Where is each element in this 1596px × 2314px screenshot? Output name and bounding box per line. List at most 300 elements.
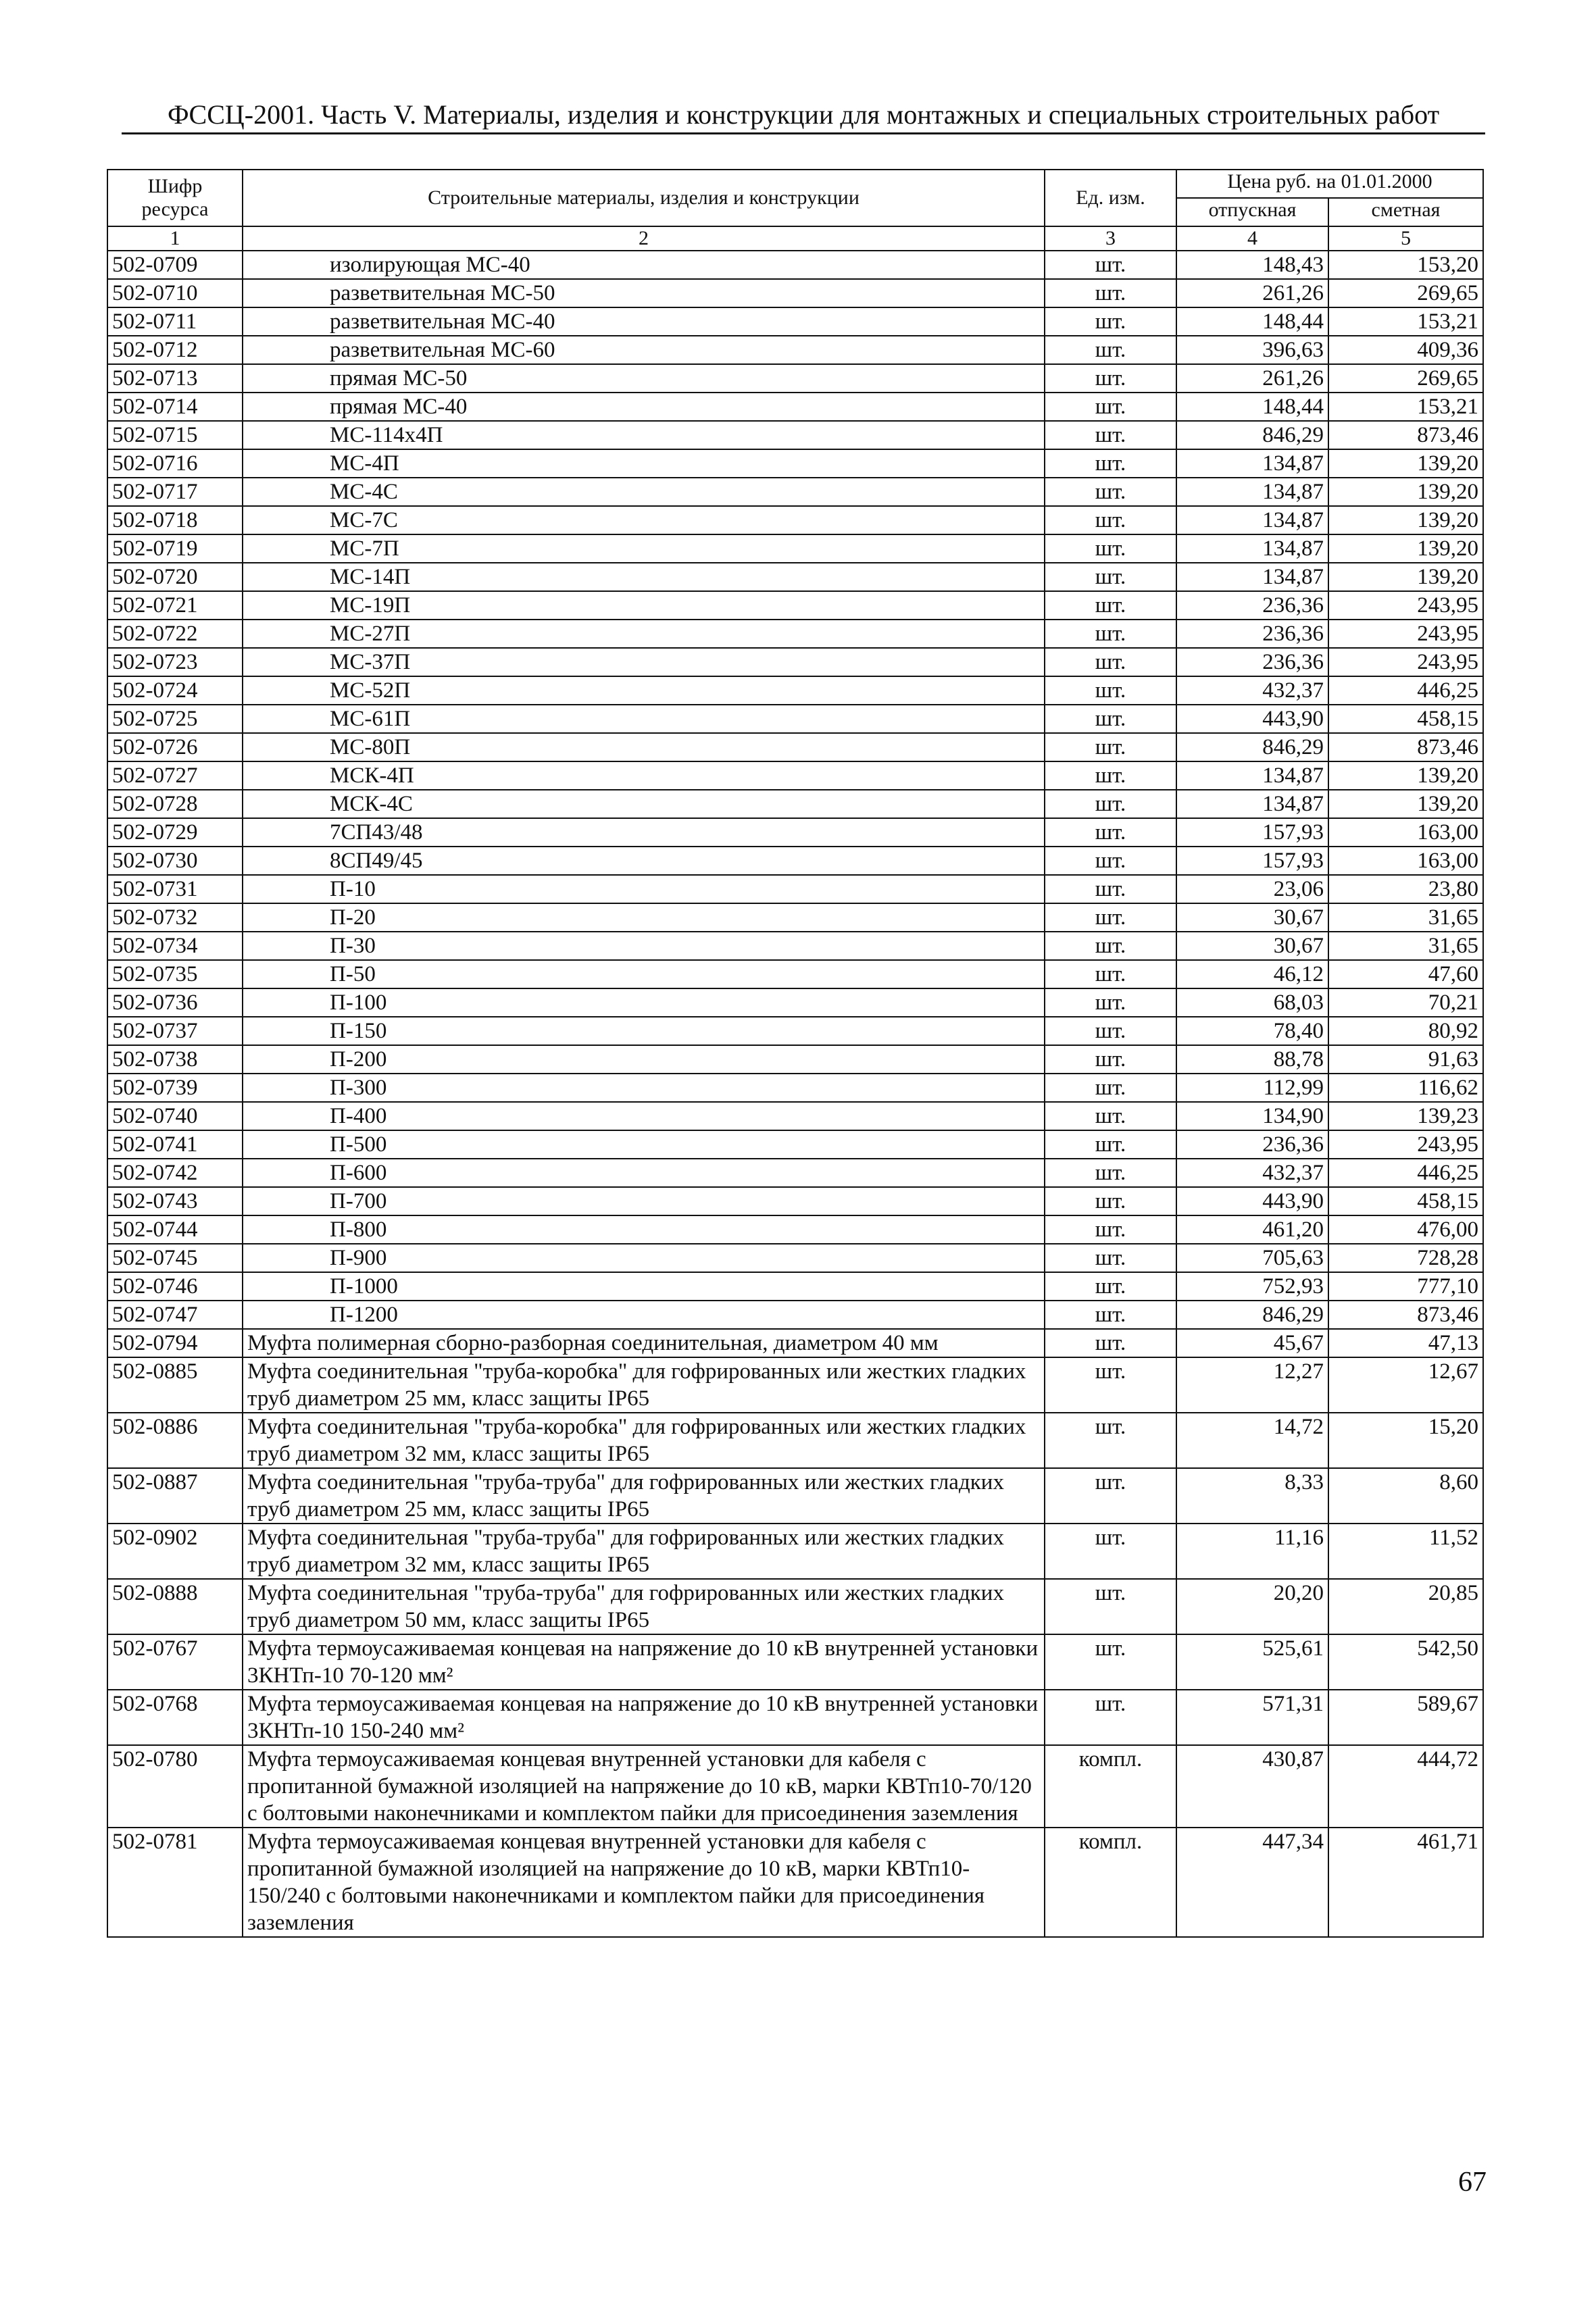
unit-cell: шт. [1045, 1272, 1176, 1301]
unit-cell: шт. [1045, 1017, 1176, 1045]
table-row [107, 1579, 1483, 1634]
material-name-cell: П-300 [243, 1074, 1045, 1102]
release-price-cell: 396,63 [1176, 336, 1328, 364]
estimate-price-cell: 8,60 [1328, 1468, 1483, 1524]
release-price-cell: 30,67 [1176, 903, 1328, 932]
estimate-price-cell: 409,36 [1328, 336, 1483, 364]
estimate-price-cell: 116,62 [1328, 1074, 1483, 1102]
release-price-cell: 30,67 [1176, 932, 1328, 960]
header-estimate-price: сметная [1328, 198, 1483, 226]
resource-code-cell: 502-0715 [107, 421, 243, 449]
estimate-price-cell: 80,92 [1328, 1017, 1483, 1045]
resource-code-cell: 502-0747 [107, 1301, 243, 1329]
unit-cell: шт. [1045, 875, 1176, 903]
column-number: 3 [1045, 226, 1176, 251]
release-price-cell: 88,78 [1176, 1045, 1328, 1074]
resource-code-cell: 502-0724 [107, 676, 243, 705]
price-table [107, 169, 1484, 1938]
release-price-cell: 134,87 [1176, 761, 1328, 790]
table-row [107, 279, 1483, 307]
release-price-cell: 525,61 [1176, 1634, 1328, 1690]
resource-code-cell: 502-0721 [107, 591, 243, 620]
estimate-price-cell: 12,67 [1328, 1357, 1483, 1413]
table-row [107, 1102, 1483, 1130]
unit-cell: шт. [1045, 478, 1176, 506]
table-row [107, 1215, 1483, 1244]
unit-cell: шт. [1045, 676, 1176, 705]
unit-cell: шт. [1045, 620, 1176, 648]
unit-cell: шт. [1045, 336, 1176, 364]
table-row [107, 1634, 1483, 1690]
unit-cell: шт. [1045, 818, 1176, 847]
release-price-cell: 8,33 [1176, 1468, 1328, 1524]
column-number: 5 [1328, 226, 1483, 251]
table-row [107, 1745, 1483, 1828]
release-price-cell: 443,90 [1176, 705, 1328, 733]
resource-code-cell: 502-0885 [107, 1357, 243, 1413]
resource-code-cell: 502-0887 [107, 1468, 243, 1524]
material-name-cell: Муфта термоусаживаемая концевая внутренней установки для кабеля с пропитанной бумажной изоляцией на напряжение до 10 кВ, марки КВТп10-70/120 с болтовыми наконечниками и комплектом пайки для присоединения заземления [243, 1745, 1045, 1828]
estimate-price-cell: 11,52 [1328, 1524, 1483, 1579]
release-price-cell: 23,06 [1176, 875, 1328, 903]
unit-cell: шт. [1045, 1413, 1176, 1468]
material-name-cell: П-20 [243, 903, 1045, 932]
table-row [107, 847, 1483, 875]
table-row [107, 1045, 1483, 1074]
table-row [107, 790, 1483, 818]
table-row [107, 733, 1483, 761]
resource-code-cell: 502-0742 [107, 1159, 243, 1187]
material-name-cell: МС-4П [243, 449, 1045, 478]
material-name-cell: П-10 [243, 875, 1045, 903]
table-row [107, 393, 1483, 421]
estimate-price-cell: 446,25 [1328, 1159, 1483, 1187]
estimate-price-cell: 153,20 [1328, 251, 1483, 279]
release-price-cell: 236,36 [1176, 591, 1328, 620]
table-row [107, 761, 1483, 790]
material-name-cell: МС-37П [243, 648, 1045, 676]
table-row [107, 620, 1483, 648]
release-price-cell: 236,36 [1176, 620, 1328, 648]
resource-code-cell: 502-0745 [107, 1244, 243, 1272]
resource-code-cell: 502-0728 [107, 790, 243, 818]
header-release-price: отпускная [1176, 198, 1328, 226]
table-row [107, 932, 1483, 960]
estimate-price-cell: 31,65 [1328, 903, 1483, 932]
column-number: 1 [107, 226, 243, 251]
estimate-price-cell: 777,10 [1328, 1272, 1483, 1301]
release-price-cell: 14,72 [1176, 1413, 1328, 1468]
material-name-cell: разветвительная МС-60 [243, 336, 1045, 364]
unit-cell: шт. [1045, 1215, 1176, 1244]
material-name-cell: изолирующая МС-40 [243, 251, 1045, 279]
table-row [107, 1357, 1483, 1413]
material-name-cell: МС-114х4П [243, 421, 1045, 449]
table-row [107, 1301, 1483, 1329]
material-name-cell: Муфта полимерная сборно-разборная соединительная, диаметром 40 мм [243, 1329, 1045, 1357]
release-price-cell: 112,99 [1176, 1074, 1328, 1102]
unit-cell: шт. [1045, 563, 1176, 591]
column-number: 2 [243, 226, 1045, 251]
estimate-price-cell: 139,20 [1328, 534, 1483, 563]
release-price-cell: 157,93 [1176, 818, 1328, 847]
release-price-cell: 148,43 [1176, 251, 1328, 279]
material-name-cell: П-600 [243, 1159, 1045, 1187]
release-price-cell: 134,87 [1176, 506, 1328, 534]
unit-cell: шт. [1045, 421, 1176, 449]
table-row [107, 478, 1483, 506]
resource-code-cell: 502-0740 [107, 1102, 243, 1130]
table-row [107, 1524, 1483, 1579]
release-price-cell: 261,26 [1176, 279, 1328, 307]
material-name-cell: МС-19П [243, 591, 1045, 620]
estimate-price-cell: 444,72 [1328, 1745, 1483, 1828]
resource-code-cell: 502-0739 [107, 1074, 243, 1102]
unit-cell: шт. [1045, 1130, 1176, 1159]
table-body [107, 251, 1483, 1937]
material-name-cell: прямая МС-40 [243, 393, 1045, 421]
resource-code-cell: 502-0725 [107, 705, 243, 733]
page-number: 67 [1458, 2167, 1487, 2198]
table-row [107, 534, 1483, 563]
resource-code-cell: 502-0714 [107, 393, 243, 421]
release-price-cell: 846,29 [1176, 421, 1328, 449]
material-name-cell: Муфта термоусаживаемая концевая внутренней установки для кабеля с пропитанной бумажной изоляцией на напряжение до 10 кВ, марки КВТп10-150/240 с болтовыми наконечниками и комплектом пайки для присоединения заземления [243, 1828, 1045, 1937]
table-row [107, 1828, 1483, 1937]
release-price-cell: 846,29 [1176, 733, 1328, 761]
release-price-cell: 134,87 [1176, 478, 1328, 506]
table-row [107, 591, 1483, 620]
release-price-cell: 705,63 [1176, 1244, 1328, 1272]
table-row [107, 307, 1483, 336]
estimate-price-cell: 139,20 [1328, 790, 1483, 818]
table-row [107, 449, 1483, 478]
unit-cell: шт. [1045, 1187, 1176, 1215]
table-row [107, 1159, 1483, 1187]
resource-code-cell: 502-0794 [107, 1329, 243, 1357]
resource-code-cell: 502-0710 [107, 279, 243, 307]
unit-cell: шт. [1045, 1159, 1176, 1187]
estimate-price-cell: 458,15 [1328, 1187, 1483, 1215]
material-name-cell: разветвительная МС-50 [243, 279, 1045, 307]
release-price-cell: 571,31 [1176, 1690, 1328, 1745]
table-row [107, 1468, 1483, 1524]
release-price-cell: 447,34 [1176, 1828, 1328, 1937]
estimate-price-cell: 461,71 [1328, 1828, 1483, 1937]
resource-code-cell: 502-0735 [107, 960, 243, 988]
unit-cell: шт. [1045, 1468, 1176, 1524]
resource-code-cell: 502-0732 [107, 903, 243, 932]
estimate-price-cell: 243,95 [1328, 591, 1483, 620]
release-price-cell: 443,90 [1176, 1187, 1328, 1215]
table-row [107, 506, 1483, 534]
table-row [107, 705, 1483, 733]
resource-code-cell: 502-0738 [107, 1045, 243, 1074]
material-name-cell: МС-7П [243, 534, 1045, 563]
estimate-price-cell: 243,95 [1328, 648, 1483, 676]
material-name-cell: П-150 [243, 1017, 1045, 1045]
release-price-cell: 134,87 [1176, 449, 1328, 478]
column-number: 4 [1176, 226, 1328, 251]
unit-cell: шт. [1045, 251, 1176, 279]
release-price-cell: 148,44 [1176, 393, 1328, 421]
release-price-cell: 236,36 [1176, 1130, 1328, 1159]
release-price-cell: 261,26 [1176, 364, 1328, 393]
resource-code-cell: 502-0736 [107, 988, 243, 1017]
material-name-cell: П-400 [243, 1102, 1045, 1130]
table-row [107, 875, 1483, 903]
resource-code-cell: 502-0888 [107, 1579, 243, 1634]
resource-code-cell: 502-0746 [107, 1272, 243, 1301]
material-name-cell: П-1200 [243, 1301, 1045, 1329]
estimate-price-cell: 47,13 [1328, 1329, 1483, 1357]
estimate-price-cell: 70,21 [1328, 988, 1483, 1017]
estimate-price-cell: 446,25 [1328, 676, 1483, 705]
resource-code-cell: 502-0718 [107, 506, 243, 534]
resource-code-cell: 502-0723 [107, 648, 243, 676]
resource-code-cell: 502-0741 [107, 1130, 243, 1159]
release-price-cell: 46,12 [1176, 960, 1328, 988]
release-price-cell: 134,87 [1176, 563, 1328, 591]
unit-cell: шт. [1045, 932, 1176, 960]
material-name-cell: Муфта термоусаживаемая концевая на напряжение до 10 кВ внутренней установки 3КНТп-10 150-240 мм² [243, 1690, 1045, 1745]
release-price-cell: 68,03 [1176, 988, 1328, 1017]
unit-cell: шт. [1045, 988, 1176, 1017]
unit-cell: шт. [1045, 1301, 1176, 1329]
resource-code-cell: 502-0731 [107, 875, 243, 903]
page-header: ФССЦ-2001. Часть V. Материалы, изделия и конструкции для монтажных и специальных строительных работ [122, 101, 1485, 134]
resource-code-cell: 502-0737 [107, 1017, 243, 1045]
material-name-cell: Муфта термоусаживаемая концевая на напряжение до 10 кВ внутренней установки 3КНТп-10 70-120 мм² [243, 1634, 1045, 1690]
resource-code-cell: 502-0709 [107, 251, 243, 279]
resource-code-cell: 502-0726 [107, 733, 243, 761]
estimate-price-cell: 163,00 [1328, 847, 1483, 875]
unit-cell: компл. [1045, 1828, 1176, 1937]
release-price-cell: 752,93 [1176, 1272, 1328, 1301]
release-price-cell: 45,67 [1176, 1329, 1328, 1357]
material-name-cell: МСК-4С [243, 790, 1045, 818]
material-name-cell: 7СП43/48 [243, 818, 1045, 847]
estimate-price-cell: 20,85 [1328, 1579, 1483, 1634]
unit-cell: шт. [1045, 705, 1176, 733]
resource-code-cell: 502-0886 [107, 1413, 243, 1468]
unit-cell: шт. [1045, 1329, 1176, 1357]
release-price-cell: 134,90 [1176, 1102, 1328, 1130]
unit-cell: шт. [1045, 1045, 1176, 1074]
unit-cell: шт. [1045, 364, 1176, 393]
material-name-cell: П-1000 [243, 1272, 1045, 1301]
resource-code-cell: 502-0734 [107, 932, 243, 960]
release-price-cell: 148,44 [1176, 307, 1328, 336]
table-row [107, 1130, 1483, 1159]
resource-code-cell: 502-0727 [107, 761, 243, 790]
resource-code-cell: 502-0767 [107, 1634, 243, 1690]
resource-code-cell: 502-0713 [107, 364, 243, 393]
estimate-price-cell: 139,20 [1328, 506, 1483, 534]
estimate-price-cell: 139,20 [1328, 478, 1483, 506]
table-row [107, 676, 1483, 705]
unit-cell: шт. [1045, 1357, 1176, 1413]
material-name-cell: Муфта соединительная "труба-коробка" для гофрированных или жестких гладких труб диаметром 32 мм, класс защиты IP65 [243, 1413, 1045, 1468]
estimate-price-cell: 47,60 [1328, 960, 1483, 988]
estimate-price-cell: 476,00 [1328, 1215, 1483, 1244]
release-price-cell: 134,87 [1176, 790, 1328, 818]
table-row [107, 251, 1483, 279]
resource-code-cell: 502-0711 [107, 307, 243, 336]
unit-cell: шт. [1045, 279, 1176, 307]
release-price-cell: 134,87 [1176, 534, 1328, 563]
table-row [107, 421, 1483, 449]
estimate-price-cell: 243,95 [1328, 620, 1483, 648]
resource-code-cell: 502-0781 [107, 1828, 243, 1937]
table-row [107, 903, 1483, 932]
table-row [107, 1074, 1483, 1102]
unit-cell: шт. [1045, 393, 1176, 421]
estimate-price-cell: 269,65 [1328, 364, 1483, 393]
material-name-cell: Муфта соединительная "труба-коробка" для гофрированных или жестких гладких труб диаметром 25 мм, класс защиты IP65 [243, 1357, 1045, 1413]
material-name-cell: прямая МС-50 [243, 364, 1045, 393]
table-row [107, 563, 1483, 591]
unit-cell: шт. [1045, 1244, 1176, 1272]
unit-cell: шт. [1045, 1102, 1176, 1130]
table-row [107, 1413, 1483, 1468]
release-price-cell: 157,93 [1176, 847, 1328, 875]
release-price-cell: 11,16 [1176, 1524, 1328, 1579]
estimate-price-cell: 728,28 [1328, 1244, 1483, 1272]
material-name-cell: П-500 [243, 1130, 1045, 1159]
table-row [107, 1017, 1483, 1045]
unit-cell: шт. [1045, 534, 1176, 563]
estimate-price-cell: 542,50 [1328, 1634, 1483, 1690]
header-code: Шифр ресурса [107, 170, 243, 226]
table-row [107, 1187, 1483, 1215]
resource-code-cell: 502-0729 [107, 818, 243, 847]
resource-code-cell: 502-0902 [107, 1524, 243, 1579]
release-price-cell: 432,37 [1176, 1159, 1328, 1187]
unit-cell: шт. [1045, 761, 1176, 790]
estimate-price-cell: 873,46 [1328, 1301, 1483, 1329]
table-row [107, 1329, 1483, 1357]
table-row [107, 818, 1483, 847]
material-name-cell: МСК-4П [243, 761, 1045, 790]
unit-cell: шт. [1045, 1634, 1176, 1690]
table-row [107, 336, 1483, 364]
estimate-price-cell: 31,65 [1328, 932, 1483, 960]
material-name-cell: Муфта соединительная "труба-труба" для гофрированных или жестких гладких труб диаметром 50 мм, класс защиты IP65 [243, 1579, 1045, 1634]
material-name-cell: П-800 [243, 1215, 1045, 1244]
material-name-cell: Муфта соединительная "труба-труба" для гофрированных или жестких гладких труб диаметром 25 мм, класс защиты IP65 [243, 1468, 1045, 1524]
estimate-price-cell: 243,95 [1328, 1130, 1483, 1159]
material-name-cell: МС-80П [243, 733, 1045, 761]
release-price-cell: 78,40 [1176, 1017, 1328, 1045]
estimate-price-cell: 153,21 [1328, 307, 1483, 336]
resource-code-cell: 502-0720 [107, 563, 243, 591]
unit-cell: шт. [1045, 648, 1176, 676]
unit-cell: шт. [1045, 790, 1176, 818]
resource-code-cell: 502-0744 [107, 1215, 243, 1244]
unit-cell: шт. [1045, 506, 1176, 534]
release-price-cell: 20,20 [1176, 1579, 1328, 1634]
unit-cell: шт. [1045, 307, 1176, 336]
material-name-cell: Муфта соединительная "труба-труба" для гофрированных или жестких гладких труб диаметром 32 мм, класс защиты IP65 [243, 1524, 1045, 1579]
resource-code-cell: 502-0716 [107, 449, 243, 478]
unit-cell: шт. [1045, 1524, 1176, 1579]
table-row [107, 648, 1483, 676]
estimate-price-cell: 153,21 [1328, 393, 1483, 421]
material-name-cell: П-700 [243, 1187, 1045, 1215]
estimate-price-cell: 139,20 [1328, 761, 1483, 790]
unit-cell: шт. [1045, 733, 1176, 761]
estimate-price-cell: 91,63 [1328, 1045, 1483, 1074]
table-row [107, 1690, 1483, 1745]
unit-cell: шт. [1045, 1579, 1176, 1634]
material-name-cell: МС-27П [243, 620, 1045, 648]
header-name: Строительные материалы, изделия и конструкции [243, 170, 1045, 226]
table-row [107, 1244, 1483, 1272]
release-price-cell: 236,36 [1176, 648, 1328, 676]
estimate-price-cell: 269,65 [1328, 279, 1483, 307]
release-price-cell: 12,27 [1176, 1357, 1328, 1413]
unit-cell: компл. [1045, 1745, 1176, 1828]
unit-cell: шт. [1045, 591, 1176, 620]
estimate-price-cell: 15,20 [1328, 1413, 1483, 1468]
estimate-price-cell: 139,23 [1328, 1102, 1483, 1130]
unit-cell: шт. [1045, 449, 1176, 478]
material-name-cell: разветвительная МС-40 [243, 307, 1045, 336]
resource-code-cell: 502-0780 [107, 1745, 243, 1828]
estimate-price-cell: 458,15 [1328, 705, 1483, 733]
estimate-price-cell: 139,20 [1328, 449, 1483, 478]
resource-code-cell: 502-0768 [107, 1690, 243, 1745]
table-row [107, 1272, 1483, 1301]
estimate-price-cell: 163,00 [1328, 818, 1483, 847]
table-row [107, 364, 1483, 393]
release-price-cell: 432,37 [1176, 676, 1328, 705]
unit-cell: шт. [1045, 1690, 1176, 1745]
material-name-cell: П-900 [243, 1244, 1045, 1272]
material-name-cell: П-100 [243, 988, 1045, 1017]
material-name-cell: П-30 [243, 932, 1045, 960]
resource-code-cell: 502-0717 [107, 478, 243, 506]
unit-cell: шт. [1045, 960, 1176, 988]
estimate-price-cell: 23,80 [1328, 875, 1483, 903]
resource-code-cell: 502-0712 [107, 336, 243, 364]
unit-cell: шт. [1045, 903, 1176, 932]
material-name-cell: 8СП49/45 [243, 847, 1045, 875]
resource-code-cell: 502-0743 [107, 1187, 243, 1215]
material-name-cell: МС-61П [243, 705, 1045, 733]
header-unit: Ед. изм. [1045, 170, 1176, 226]
resource-code-cell: 502-0719 [107, 534, 243, 563]
material-name-cell: МС-52П [243, 676, 1045, 705]
material-name-cell: МС-7С [243, 506, 1045, 534]
material-name-cell: МС-4С [243, 478, 1045, 506]
release-price-cell: 430,87 [1176, 1745, 1328, 1828]
material-name-cell: П-200 [243, 1045, 1045, 1074]
table-row [107, 960, 1483, 988]
material-name-cell: П-50 [243, 960, 1045, 988]
unit-cell: шт. [1045, 1074, 1176, 1102]
estimate-price-cell: 873,46 [1328, 421, 1483, 449]
estimate-price-cell: 589,67 [1328, 1690, 1483, 1745]
estimate-price-cell: 873,46 [1328, 733, 1483, 761]
resource-code-cell: 502-0722 [107, 620, 243, 648]
release-price-cell: 846,29 [1176, 1301, 1328, 1329]
unit-cell: шт. [1045, 847, 1176, 875]
header-price: Цена руб. на 01.01.2000 [1176, 170, 1483, 198]
estimate-price-cell: 139,20 [1328, 563, 1483, 591]
release-price-cell: 461,20 [1176, 1215, 1328, 1244]
